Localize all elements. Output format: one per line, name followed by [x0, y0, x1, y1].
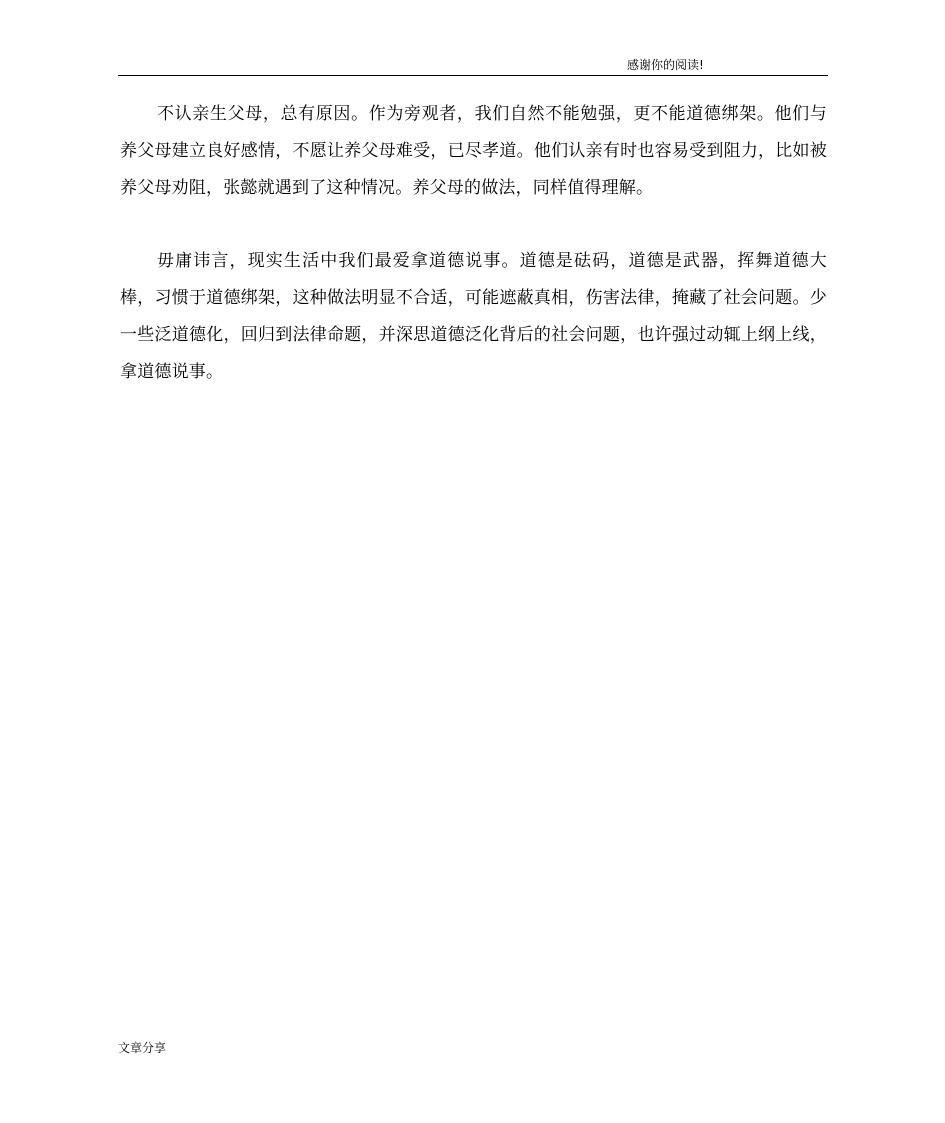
- header-text: 感谢你的阅读!: [627, 58, 704, 72]
- paragraph-1: 不认亲生父母，总有原因。作为旁观者，我们自然不能勉强，更不能道德绑架。他们与养父母建立良好感情，不愿让养父母难受，已尽孝道。他们认亲有时也容易受到阻力，比如被养父母劝阻，张懿就遇到了这种情况。养父母的做法，同样值得理解。: [120, 104, 827, 198]
- page-footer: 文章分享: [118, 1041, 167, 1055]
- page-header: [118, 56, 828, 76]
- document-body: [120, 96, 827, 427]
- paragraph-2: 毋庸讳言，现实生活中我们最爱拿道德说事。道德是砝码，道德是武器，挥舞道德大棒，习惯于道德绑架，这种做法明显不合适，可能遮蔽真相，伤害法律，掩藏了社会问题。少一些泛道德化，回归到法律命题，并深思道德泛化背后的社会问题，也许强过动辄上纲上线，拿道德说事。: [120, 251, 827, 382]
